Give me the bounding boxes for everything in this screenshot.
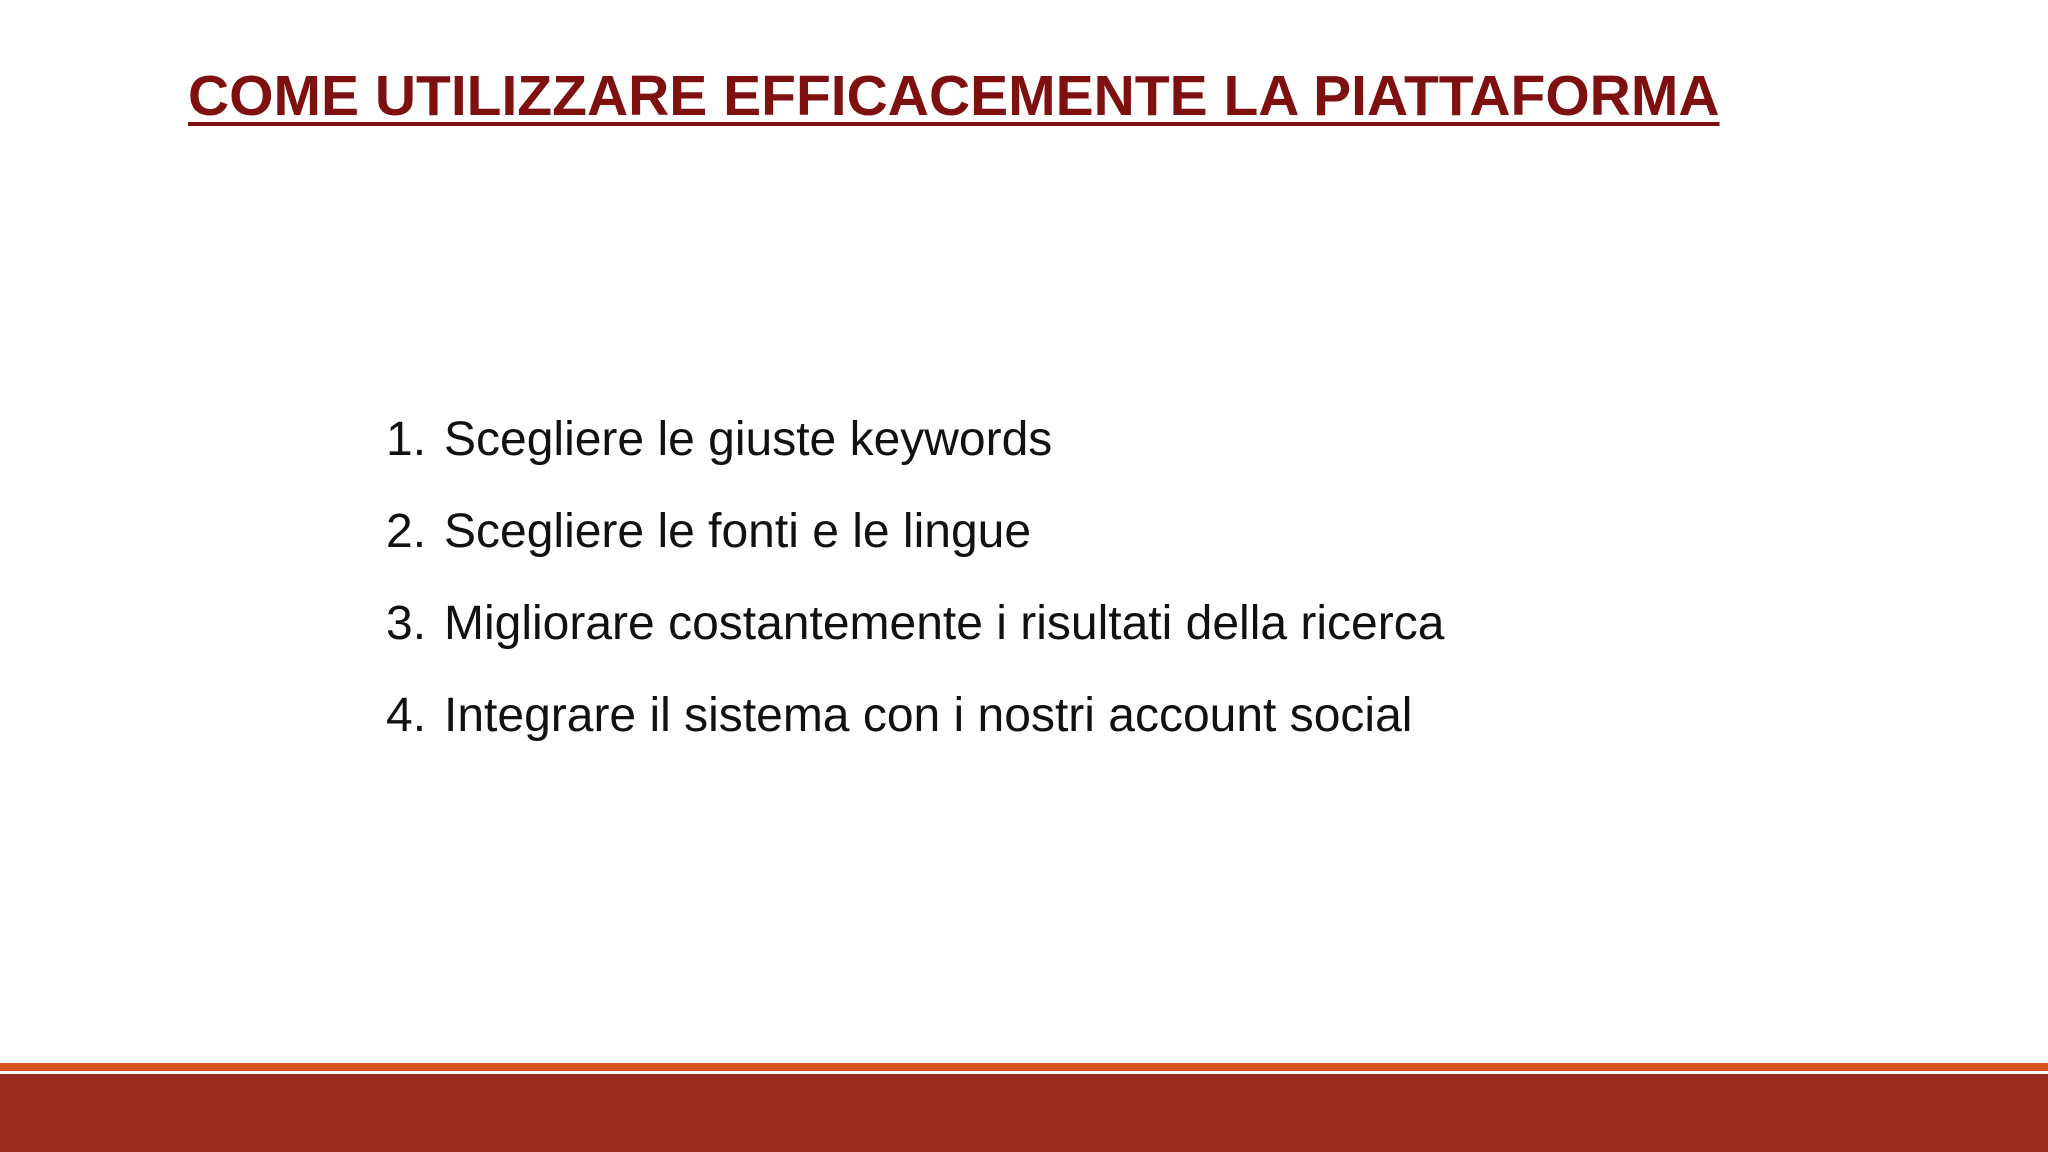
- list-item-number: 4.: [386, 689, 427, 742]
- list-item: [386, 688, 1444, 744]
- list-item-number: 3.: [386, 597, 427, 650]
- list-item-number: 1.: [386, 413, 427, 466]
- footer-accent-line: [0, 1063, 2048, 1071]
- list-item: [386, 596, 1444, 652]
- list-item-text: Migliorare costantemente i risultati della ricerca: [444, 597, 1445, 650]
- list-item-number: 2.: [386, 505, 427, 558]
- list-item: [386, 412, 1444, 468]
- list-item-text: Integrare il sistema con i nostri account social: [444, 689, 1413, 742]
- list-item-text: Scegliere le giuste keywords: [444, 413, 1053, 466]
- list-item: [386, 504, 1444, 560]
- footer-bar: [0, 1074, 2048, 1152]
- numbered-list: [386, 412, 1444, 780]
- list-item-text: Scegliere le fonti e le lingue: [444, 505, 1032, 558]
- slide-title: COME UTILIZZARE EFFICACEMENTE LA PIATTAFORMA: [188, 64, 1720, 128]
